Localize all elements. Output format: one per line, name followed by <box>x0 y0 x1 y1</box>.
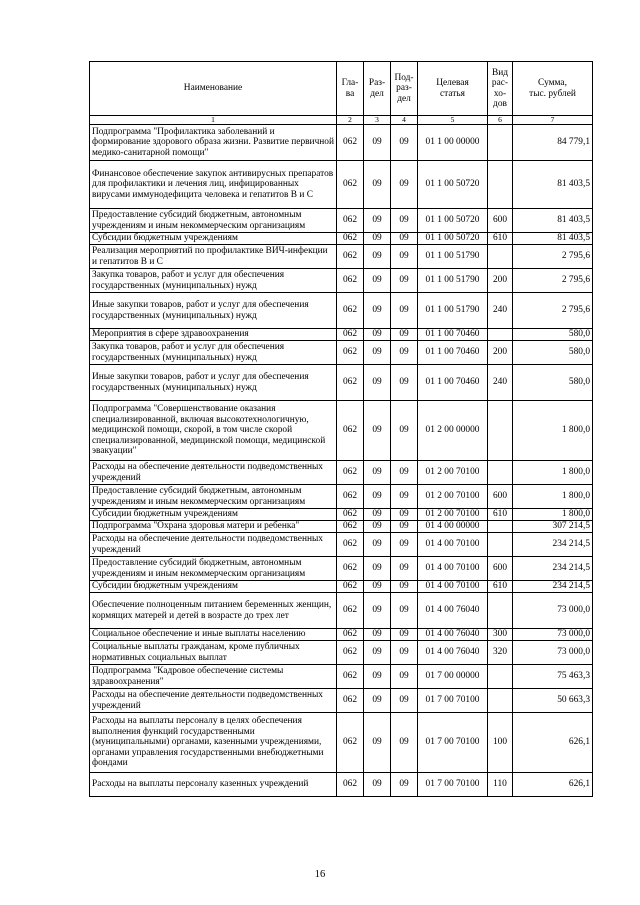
row-expense-type: 320 <box>488 641 513 665</box>
table-row <box>90 125 593 161</box>
row-name: Социальные выплаты гражданам, кроме публичных нормативных социальных выплат <box>90 641 337 665</box>
row-razdel: 09 <box>364 521 391 533</box>
row-sum: 73 000,0 <box>513 641 593 665</box>
row-glava: 062 <box>337 509 364 521</box>
row-name: Социальное обеспечение и иные выплаты населению <box>90 629 337 641</box>
row-expense-type: 610 <box>488 581 513 593</box>
row-expense-type <box>488 533 513 557</box>
row-expense-type: 240 <box>488 293 513 329</box>
row-expense-type <box>488 593 513 629</box>
row-sum: 307 214,5 <box>513 521 593 533</box>
row-podrazdel: 09 <box>391 773 418 797</box>
table-row <box>90 533 593 557</box>
row-target-article: 01 1 00 70460 <box>418 365 488 401</box>
row-podrazdel: 09 <box>391 233 418 245</box>
row-target-article: 01 7 00 70100 <box>418 773 488 797</box>
row-sum: 234 214,5 <box>513 557 593 581</box>
col-number: 6 <box>488 116 513 125</box>
row-name: Субсидии бюджетным учреждениям <box>90 233 337 245</box>
row-glava: 062 <box>337 629 364 641</box>
row-razdel: 09 <box>364 509 391 521</box>
row-sum: 50 663,3 <box>513 689 593 713</box>
row-razdel: 09 <box>364 365 391 401</box>
row-podrazdel: 09 <box>391 341 418 365</box>
row-target-article: 01 1 00 51790 <box>418 293 488 329</box>
row-razdel: 09 <box>364 293 391 329</box>
row-sum: 626,1 <box>513 773 593 797</box>
row-sum: 1 800,0 <box>513 485 593 509</box>
row-razdel: 09 <box>364 533 391 557</box>
row-glava: 062 <box>337 209 364 233</box>
col-number: 7 <box>513 116 593 125</box>
row-target-article: 01 4 00 00000 <box>418 521 488 533</box>
row-glava: 062 <box>337 245 364 269</box>
row-name: Предоставление субсидий бюджетным, автономным учреждениям и иным некоммерческим организациям <box>90 557 337 581</box>
table-row <box>90 689 593 713</box>
table-row <box>90 641 593 665</box>
row-sum: 580,0 <box>513 365 593 401</box>
row-name: Финансовое обеспечение закупок антивирусных препаратов для профилактики и лечения лиц, инфицированных вирусами иммунодефицита человека и гепатитов В и С <box>90 161 337 209</box>
row-razdel: 09 <box>364 461 391 485</box>
row-expense-type <box>488 245 513 269</box>
row-name: Предоставление субсидий бюджетным, автономным учреждениям и иным некоммерческим организациям <box>90 485 337 509</box>
row-sum: 81 403,5 <box>513 161 593 209</box>
row-podrazdel: 09 <box>391 689 418 713</box>
table-row <box>90 593 593 629</box>
row-podrazdel: 09 <box>391 665 418 689</box>
row-target-article: 01 1 00 51790 <box>418 269 488 293</box>
row-sum: 1 800,0 <box>513 509 593 521</box>
row-name: Расходы на обеспечение деятельности подведомственных учреждений <box>90 533 337 557</box>
row-name: Закупка товаров, работ и услуг для обеспечения государственных (муниципальных) нужд <box>90 269 337 293</box>
row-expense-type: 600 <box>488 557 513 581</box>
row-expense-type <box>488 401 513 461</box>
row-glava: 062 <box>337 533 364 557</box>
row-name: Расходы на выплаты персоналу в целях обеспечения выполнения функций государственными (муниципальными) органами, казенными учреждениями, органами управления государственными внебюджетными фондами <box>90 713 337 773</box>
row-glava: 062 <box>337 329 364 341</box>
row-sum: 73 000,0 <box>513 629 593 641</box>
table-row <box>90 629 593 641</box>
row-sum: 580,0 <box>513 329 593 341</box>
row-podrazdel: 09 <box>391 293 418 329</box>
row-razdel: 09 <box>364 209 391 233</box>
row-expense-type <box>488 329 513 341</box>
table-header <box>90 62 593 125</box>
row-name: Субсидии бюджетным учреждениям <box>90 509 337 521</box>
row-target-article: 01 7 00 00000 <box>418 665 488 689</box>
row-expense-type: 200 <box>488 269 513 293</box>
table-row <box>90 341 593 365</box>
row-target-article: 01 1 00 50720 <box>418 161 488 209</box>
row-razdel: 09 <box>364 125 391 161</box>
table-row <box>90 209 593 233</box>
row-sum: 75 463,3 <box>513 665 593 689</box>
row-glava: 062 <box>337 161 364 209</box>
row-target-article: 01 4 00 76040 <box>418 641 488 665</box>
table-row <box>90 269 593 293</box>
row-target-article: 01 4 00 70100 <box>418 533 488 557</box>
row-podrazdel: 09 <box>391 557 418 581</box>
col-number: 2 <box>337 116 364 125</box>
row-sum: 234 214,5 <box>513 581 593 593</box>
row-target-article: 01 7 00 70100 <box>418 713 488 773</box>
row-target-article: 01 1 00 70460 <box>418 341 488 365</box>
table-row <box>90 665 593 689</box>
row-target-article: 01 1 00 00000 <box>418 125 488 161</box>
row-podrazdel: 09 <box>391 125 418 161</box>
table-row <box>90 461 593 485</box>
row-glava: 062 <box>337 341 364 365</box>
table-row <box>90 245 593 269</box>
row-podrazdel: 09 <box>391 593 418 629</box>
table-row <box>90 485 593 509</box>
header-glava: Гла- ва <box>337 62 364 116</box>
header-podrazdel: Под- раз- дел <box>391 62 418 116</box>
table-row <box>90 713 593 773</box>
row-razdel: 09 <box>364 245 391 269</box>
row-glava: 062 <box>337 581 364 593</box>
row-expense-type: 200 <box>488 341 513 365</box>
table-row <box>90 581 593 593</box>
row-sum: 626,1 <box>513 713 593 773</box>
row-razdel: 09 <box>364 269 391 293</box>
row-podrazdel: 09 <box>391 533 418 557</box>
header-sum: Сумма, тыс. рублей <box>513 62 593 116</box>
row-podrazdel: 09 <box>391 485 418 509</box>
row-glava: 062 <box>337 365 364 401</box>
row-podrazdel: 09 <box>391 245 418 269</box>
row-razdel: 09 <box>364 329 391 341</box>
row-name: Подпрограмма "Совершенствование оказания специализированной, включая высокотехнологичную, медицинской помощи, скорой, в том числе скорой специализированной, медицинской помощи, медицинской эвакуации" <box>90 401 337 461</box>
row-expense-type: 600 <box>488 209 513 233</box>
table-row <box>90 329 593 341</box>
row-podrazdel: 09 <box>391 461 418 485</box>
row-sum: 2 795,6 <box>513 269 593 293</box>
row-razdel: 09 <box>364 773 391 797</box>
row-name: Закупка товаров, работ и услуг для обеспечения государственных (муниципальных) нужд <box>90 341 337 365</box>
row-name: Подпрограмма "Профилактика заболеваний и формирование здорового образа жизни. Развитие первичной медико-санитарной помощи" <box>90 125 337 161</box>
row-podrazdel: 09 <box>391 209 418 233</box>
row-name: Иные закупки товаров, работ и услуг для обеспечения государственных (муниципальных) нужд <box>90 365 337 401</box>
row-razdel: 09 <box>364 689 391 713</box>
row-sum: 81 403,5 <box>513 233 593 245</box>
header-target-article: Целевая статья <box>418 62 488 116</box>
row-podrazdel: 09 <box>391 521 418 533</box>
row-sum: 2 795,6 <box>513 293 593 329</box>
table-row <box>90 557 593 581</box>
col-number: 1 <box>90 116 337 125</box>
row-target-article: 01 7 00 70100 <box>418 689 488 713</box>
row-sum: 73 000,0 <box>513 593 593 629</box>
row-sum: 84 779,1 <box>513 125 593 161</box>
row-target-article: 01 4 00 70100 <box>418 581 488 593</box>
row-name: Предоставление субсидий бюджетным, автономным учреждениям и иным некоммерческим организациям <box>90 209 337 233</box>
row-razdel: 09 <box>364 161 391 209</box>
col-number: 4 <box>391 116 418 125</box>
row-target-article: 01 2 00 70100 <box>418 485 488 509</box>
row-razdel: 09 <box>364 581 391 593</box>
row-sum: 234 214,5 <box>513 533 593 557</box>
row-sum: 580,0 <box>513 341 593 365</box>
row-podrazdel: 09 <box>391 401 418 461</box>
row-expense-type: 600 <box>488 485 513 509</box>
row-glava: 062 <box>337 689 364 713</box>
table-row <box>90 161 593 209</box>
table-row <box>90 521 593 533</box>
row-glava: 062 <box>337 461 364 485</box>
row-podrazdel: 09 <box>391 365 418 401</box>
row-podrazdel: 09 <box>391 641 418 665</box>
row-razdel: 09 <box>364 401 391 461</box>
row-glava: 062 <box>337 293 364 329</box>
row-expense-type: 110 <box>488 773 513 797</box>
row-glava: 062 <box>337 269 364 293</box>
row-glava: 062 <box>337 593 364 629</box>
row-podrazdel: 09 <box>391 629 418 641</box>
row-podrazdel: 09 <box>391 269 418 293</box>
row-name: Расходы на обеспечение деятельности подведомственных учреждений <box>90 689 337 713</box>
row-expense-type <box>488 161 513 209</box>
row-expense-type <box>488 125 513 161</box>
row-name: Подпрограмма "Охрана здоровья матери и ребенка" <box>90 521 337 533</box>
row-glava: 062 <box>337 125 364 161</box>
row-glava: 062 <box>337 401 364 461</box>
col-number: 3 <box>364 116 391 125</box>
row-name: Субсидии бюджетным учреждениям <box>90 581 337 593</box>
row-glava: 062 <box>337 641 364 665</box>
row-sum: 2 795,6 <box>513 245 593 269</box>
row-expense-type <box>488 521 513 533</box>
header-razdel: Раз- дел <box>364 62 391 116</box>
row-sum: 1 800,0 <box>513 461 593 485</box>
row-expense-type: 300 <box>488 629 513 641</box>
row-target-article: 01 1 00 70460 <box>418 329 488 341</box>
row-sum: 81 403,5 <box>513 209 593 233</box>
row-target-article: 01 4 00 76040 <box>418 593 488 629</box>
row-razdel: 09 <box>364 629 391 641</box>
row-podrazdel: 09 <box>391 509 418 521</box>
row-target-article: 01 2 00 70100 <box>418 509 488 521</box>
row-target-article: 01 1 00 50720 <box>418 233 488 245</box>
table-row <box>90 293 593 329</box>
row-razdel: 09 <box>364 341 391 365</box>
row-expense-type: 100 <box>488 713 513 773</box>
row-podrazdel: 09 <box>391 329 418 341</box>
row-target-article: 01 1 00 50720 <box>418 209 488 233</box>
row-name: Мероприятия в сфере здравоохранения <box>90 329 337 341</box>
row-name: Обеспечение полноценным питанием беременных женщин, кормящих матерей и детей в возрасте до трех лет <box>90 593 337 629</box>
page-number: 16 <box>314 869 326 880</box>
row-target-article: 01 2 00 70100 <box>418 461 488 485</box>
row-glava: 062 <box>337 713 364 773</box>
row-glava: 062 <box>337 665 364 689</box>
row-expense-type <box>488 461 513 485</box>
row-glava: 062 <box>337 521 364 533</box>
header-name: Наименование <box>90 62 337 116</box>
row-name: Реализация мероприятий по профилактике ВИЧ-инфекции и гепатитов В и С <box>90 245 337 269</box>
row-razdel: 09 <box>364 557 391 581</box>
row-razdel: 09 <box>364 233 391 245</box>
row-name: Подпрограмма "Кадровое обеспечение системы здравоохранения" <box>90 665 337 689</box>
column-number-row <box>90 116 593 125</box>
row-target-article: 01 4 00 76040 <box>418 629 488 641</box>
table-row <box>90 401 593 461</box>
row-razdel: 09 <box>364 665 391 689</box>
row-glava: 062 <box>337 773 364 797</box>
row-razdel: 09 <box>364 485 391 509</box>
row-expense-type: 610 <box>488 509 513 521</box>
row-glava: 062 <box>337 233 364 245</box>
budget-table <box>89 61 593 797</box>
table-row <box>90 509 593 521</box>
header-expense-type: Вид рас- хо- дов <box>488 62 513 116</box>
row-glava: 062 <box>337 557 364 581</box>
row-sum: 1 800,0 <box>513 401 593 461</box>
row-target-article: 01 1 00 51790 <box>418 245 488 269</box>
row-podrazdel: 09 <box>391 581 418 593</box>
row-razdel: 09 <box>364 713 391 773</box>
row-name: Иные закупки товаров, работ и услуг для обеспечения государственных (муниципальных) нужд <box>90 293 337 329</box>
row-expense-type: 610 <box>488 233 513 245</box>
table-row <box>90 365 593 401</box>
table-row <box>90 773 593 797</box>
row-expense-type: 240 <box>488 365 513 401</box>
row-expense-type <box>488 665 513 689</box>
col-number: 5 <box>418 116 488 125</box>
row-name: Расходы на обеспечение деятельности подведомственных учреждений <box>90 461 337 485</box>
row-target-article: 01 4 00 70100 <box>418 557 488 581</box>
row-name: Расходы на выплаты персоналу казенных учреждений <box>90 773 337 797</box>
row-podrazdel: 09 <box>391 161 418 209</box>
row-razdel: 09 <box>364 641 391 665</box>
table-body <box>90 125 593 797</box>
row-expense-type <box>488 689 513 713</box>
row-target-article: 01 2 00 00000 <box>418 401 488 461</box>
row-podrazdel: 09 <box>391 713 418 773</box>
row-razdel: 09 <box>364 593 391 629</box>
table-row <box>90 233 593 245</box>
row-glava: 062 <box>337 485 364 509</box>
